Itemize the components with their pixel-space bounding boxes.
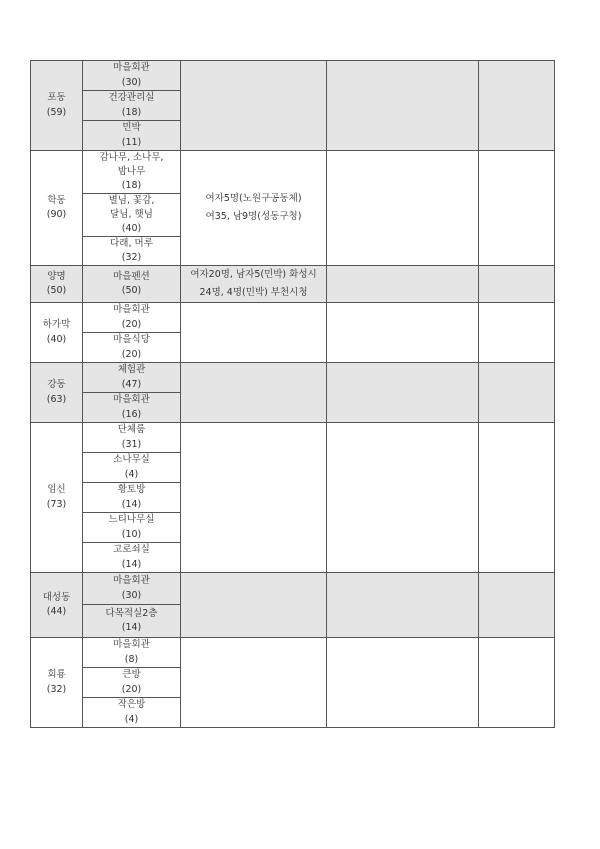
place-name: 별님, 꽃감, — [108, 195, 155, 206]
empty-cell-a — [327, 303, 479, 363]
note-cell — [181, 61, 327, 151]
place-name: 고로쇠실 — [113, 544, 150, 555]
village-cell — [31, 151, 83, 266]
place-cell — [83, 453, 181, 483]
village-cell — [31, 61, 83, 151]
note-cell — [181, 266, 327, 303]
place-cell — [83, 605, 181, 638]
place-name: 작은방 — [117, 699, 146, 710]
place-capacity: (30) — [121, 76, 142, 88]
empty-cell-a — [327, 363, 479, 423]
place-capacity: (11) — [121, 136, 142, 148]
note-cell — [181, 638, 327, 728]
place-capacity: (50) — [121, 285, 142, 296]
place-capacity: (30) — [121, 589, 142, 601]
note-line: 여자5명(노원구공동체) — [205, 193, 302, 204]
empty-cell-b — [479, 61, 555, 151]
place-name: 마을회관 — [113, 575, 150, 586]
place-capacity: (18) — [121, 106, 142, 118]
note-cell — [181, 303, 327, 363]
place-capacity: (4) — [124, 713, 139, 725]
village-name: 회룡 — [47, 669, 66, 680]
place-capacity: (14) — [121, 498, 142, 510]
place-name: 마을회관 — [113, 639, 150, 650]
village-capacity: (44) — [46, 606, 67, 617]
place-cell — [83, 668, 181, 698]
place-name: 큰방 — [122, 669, 141, 680]
empty-cell-a — [327, 61, 479, 151]
village-name: 대성동 — [42, 591, 71, 603]
table-row — [31, 573, 555, 605]
place-name: 마을회관 — [113, 304, 150, 315]
place-cell — [83, 698, 181, 728]
place-capacity: (8) — [124, 653, 139, 665]
table-row — [31, 303, 555, 333]
place-name: 단체룸 — [117, 424, 146, 435]
note-cell — [181, 423, 327, 573]
place-name: 마을회관 — [113, 62, 150, 73]
place-name: 소나무실 — [113, 454, 150, 465]
table-body — [31, 61, 555, 728]
place-cell — [83, 543, 181, 573]
village-name: 하가막 — [42, 319, 71, 330]
village-name: 포동 — [47, 92, 66, 103]
empty-cell-a — [327, 423, 479, 573]
village-cell — [31, 573, 83, 638]
village-capacity: (32) — [46, 683, 67, 695]
place-cell — [83, 266, 181, 303]
place-name: 마을식당 — [113, 334, 150, 345]
note-cell — [181, 151, 327, 266]
place-capacity: (20) — [121, 318, 142, 330]
note-line: 24명, 4명(민박) 부천시청 — [199, 287, 308, 298]
village-cell — [31, 638, 83, 728]
village-capacity: (63) — [46, 393, 67, 405]
place-capacity: (18) — [121, 180, 142, 191]
place-cell — [83, 333, 181, 363]
place-capacity: (47) — [121, 378, 142, 390]
place-name: 민박 — [122, 122, 141, 133]
place-cell — [83, 61, 181, 91]
village-capacity: (59) — [46, 106, 67, 118]
place-cell — [83, 121, 181, 151]
place-capacity: (40) — [121, 223, 142, 234]
table-row — [31, 363, 555, 393]
place-cell — [83, 573, 181, 605]
place-cell — [83, 363, 181, 393]
village-name: 양명 — [47, 270, 66, 282]
place-cell — [83, 638, 181, 668]
table-row — [31, 151, 555, 194]
place-name: 밤나무 — [117, 166, 146, 177]
empty-cell-b — [479, 638, 555, 728]
empty-cell-b — [479, 363, 555, 423]
village-name: 임신 — [47, 484, 66, 495]
empty-cell-b — [479, 266, 555, 303]
empty-cell-b — [479, 151, 555, 266]
table-row — [31, 423, 555, 453]
place-cell — [83, 237, 181, 266]
place-capacity: (31) — [121, 438, 142, 450]
place-name: 다목적실2층 — [105, 607, 158, 619]
place-capacity: (16) — [121, 408, 142, 420]
place-name: 달님, 햇님 — [110, 209, 153, 220]
note-cell — [181, 363, 327, 423]
village-capacity: (40) — [46, 333, 67, 345]
place-name: 다래, 머루 — [110, 238, 153, 249]
village-name: 강동 — [47, 379, 66, 390]
empty-cell-a — [327, 151, 479, 266]
accommodation-table — [30, 60, 555, 728]
village-capacity: (50) — [46, 285, 67, 296]
note-cell — [181, 573, 327, 638]
note-line: 여35, 남9명(성동구청) — [205, 211, 302, 222]
place-cell — [83, 513, 181, 543]
place-cell — [83, 91, 181, 121]
place-name: 마을펜션 — [113, 270, 150, 282]
note-line: 여자20명, 남자5(민박) 화성시 — [190, 269, 317, 280]
place-cell — [83, 303, 181, 333]
place-name: 마을회관 — [113, 394, 150, 405]
place-name: 감나무, 소나무, — [99, 152, 164, 163]
place-capacity: (32) — [121, 252, 142, 263]
village-cell — [31, 423, 83, 573]
place-name: 황토방 — [117, 484, 146, 495]
village-cell — [31, 266, 83, 303]
place-name: 건강관리실 — [108, 92, 155, 103]
village-name: 학동 — [47, 194, 66, 206]
place-capacity: (14) — [121, 622, 142, 633]
place-cell — [83, 151, 181, 194]
place-name: 느티나무실 — [108, 514, 155, 525]
empty-cell-a — [327, 638, 479, 728]
empty-cell-b — [479, 303, 555, 363]
empty-cell-b — [479, 423, 555, 573]
place-capacity: (20) — [121, 683, 142, 695]
place-name: 체험관 — [117, 364, 146, 375]
village-capacity: (73) — [46, 498, 67, 510]
village-cell — [31, 363, 83, 423]
village-capacity: (90) — [46, 209, 67, 220]
place-capacity: (4) — [124, 468, 139, 480]
empty-cell-b — [479, 573, 555, 638]
empty-cell-a — [327, 573, 479, 638]
place-capacity: (10) — [121, 528, 142, 540]
place-cell — [83, 483, 181, 513]
table-row — [31, 61, 555, 91]
table-row — [31, 638, 555, 668]
village-cell — [31, 303, 83, 363]
place-cell — [83, 393, 181, 423]
table-row — [31, 266, 555, 303]
place-cell — [83, 194, 181, 237]
place-capacity: (14) — [121, 558, 142, 570]
empty-cell-a — [327, 266, 479, 303]
place-cell — [83, 423, 181, 453]
place-capacity: (20) — [121, 348, 142, 360]
